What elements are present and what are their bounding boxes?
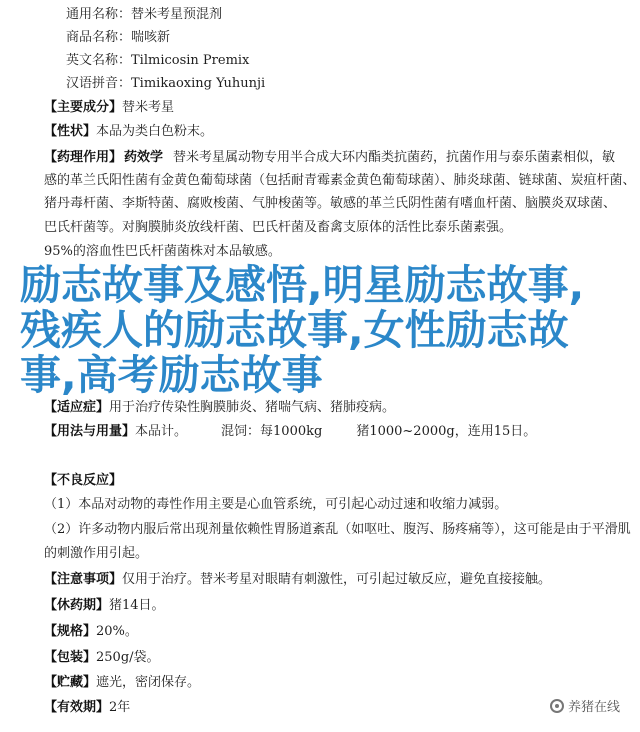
usage-mix: 混饲：每1000kg [221, 424, 323, 439]
properties-label: 【性状】 [44, 124, 97, 139]
usage-text: 本品计。 [135, 424, 188, 439]
common-name-line: 通用名称：替米考星预混剂 [66, 7, 223, 22]
pharmacology-line-1 [44, 150, 615, 166]
properties-text: 本品为类白色粉末。 [96, 124, 214, 139]
indications-text: 用于治疗传染性胸膜肺炎、猪喘气病、猪肺疫病。 [109, 400, 396, 415]
spec-label: 【规格】 [44, 624, 97, 639]
notes-line [44, 572, 551, 588]
overlay-title: 励志故事及感悟,明星励志故事,残疾人的励志故事,女性励志故事,高考励志故事 [20, 261, 585, 399]
withdrawal-line [44, 598, 165, 614]
watermark [550, 696, 620, 715]
withdrawal-label: 【休药期】 [44, 598, 110, 613]
usage-line [44, 424, 536, 440]
adverse-label-line [44, 473, 122, 489]
pinyin-line: 汉语拼音：Timikaoxing Yuhunji [66, 76, 266, 91]
indications-label: 【适应症】 [44, 400, 110, 415]
pharmacology-line-2: 感的革兰氏阳性菌有金黄色葡萄球菌（包括耐青霉素金黄色葡萄球菌）、肺炎球菌、链球菌、炭疽杆菌、 [44, 173, 636, 188]
validity-text: 2年 [109, 700, 131, 715]
english-name-line: 英文名称：Tilmicosin Premix [66, 53, 250, 68]
adverse-item-1: （1）本品对动物的毒性作用主要是心血管系统，可引起心动过速和收缩力减弱。 [44, 497, 508, 512]
watermark-text: 养猪在线 [567, 700, 620, 715]
adverse-item-3: 的刺激作用引起。 [44, 546, 149, 561]
ingredients-text: 替米考星 [122, 100, 175, 115]
pharmacology-line-5: 95%的溶血性巴氏杆菌菌株对本品敏感。 [44, 244, 281, 259]
storage-line [44, 675, 200, 691]
package-line [44, 650, 160, 666]
notes-text: 仅用于治疗。替米考星对眼睛有刺激性，可引起过敏反应，避免直接接触。 [122, 572, 552, 587]
package-label: 【包装】 [44, 650, 97, 665]
spec-text: 20%。 [96, 624, 138, 639]
properties-line [44, 124, 213, 140]
adverse-item-2: （2）许多动物内服后常出现剂量依赖性胃肠道紊乱（如呕吐、腹泻、肠疼痛等），这可能是由于平滑肌 [44, 522, 631, 537]
pharmacology-line-3: 猪丹毒杆菌、李斯特菌、腐败梭菌、气肿梭菌等。敏感的革兰氏阴性菌有嗜血杆菌、脑膜炎双球菌、 [44, 196, 617, 211]
adverse-label: 【不良反应】 [44, 473, 123, 488]
wechat-logo-icon [550, 699, 564, 713]
notes-label: 【注意事项】 [44, 572, 123, 587]
pharmacology-text-1: 替米考星属动物专用半合成大环内酯类抗菌药，抗菌作用与泰乐菌素相似，敏 [173, 150, 616, 165]
package-text: 250g/袋。 [96, 650, 160, 665]
ingredients-label: 【主要成分】 [44, 100, 123, 115]
pharmacology-line-4: 巴氏杆菌等。对胸膜肺炎放线杆菌、巴氏杆菌及畜禽支原体的活性比泰乐菌素强。 [44, 220, 513, 235]
ingredients-line [44, 100, 174, 116]
trade-name-line: 商品名称：喘咳新 [66, 30, 171, 45]
pharmacology-label: 【药理作用】 [44, 150, 123, 165]
usage-label: 【用法与用量】 [44, 424, 136, 439]
storage-text: 遮光，密闭保存。 [96, 675, 201, 690]
validity-label: 【有效期】 [44, 700, 110, 715]
spec-line [44, 624, 138, 640]
storage-label: 【贮藏】 [44, 675, 97, 690]
indications-line [44, 400, 395, 416]
pharmacodynamics-label: 药效学 [124, 150, 164, 165]
validity-line [44, 700, 130, 716]
withdrawal-text: 猪14日。 [109, 598, 165, 613]
usage-mix-dose: 猪1000~2000g，连用15日。 [356, 424, 537, 439]
